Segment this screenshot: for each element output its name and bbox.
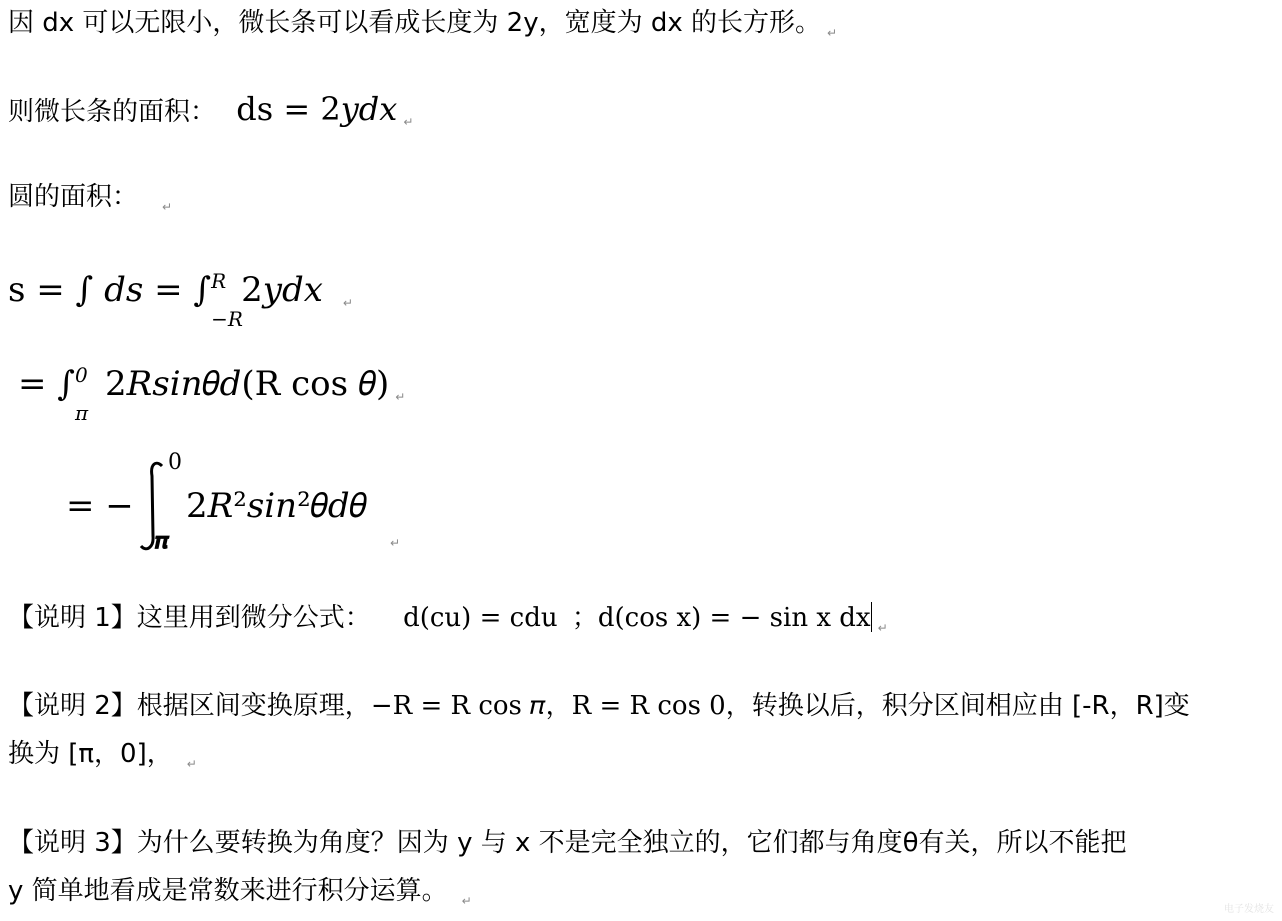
integral-2-right: 2𝑅𝑠𝑖𝑛𝜃𝑑(R cos 𝜃) xyxy=(105,364,390,404)
note-2-formula-1: −R = R cos 𝜋 xyxy=(370,691,546,721)
note-1-formula-b: d(cos x) = − sin x dx xyxy=(597,603,871,633)
integral-3-upper-limit: 0 xyxy=(168,450,182,475)
lower-limit: 𝜋 xyxy=(75,401,89,425)
note-1-separator: ； xyxy=(571,603,598,633)
note-1-label: 【说明 1】这里用到微分公式： xyxy=(8,603,371,633)
integral-3-lower-limit: 𝝅 xyxy=(154,528,169,554)
watermark: 电子发烧友 xyxy=(1224,904,1274,915)
paragraph-mark-icon: ↵ xyxy=(162,200,173,214)
sentence-text: 因 dx 可以无限小，微长条可以看成长度为 2y，宽度为 dx 的长方形。 xyxy=(8,8,822,38)
paragraph-mark-icon: ↵ xyxy=(186,757,197,771)
note-3-line-1 xyxy=(8,826,1127,860)
integral-formula-1 xyxy=(8,268,353,331)
strip-area-label: 则微长条的面积： xyxy=(8,97,217,127)
paragraph-mark-icon: ↵ xyxy=(461,894,472,908)
note-3-line-2 xyxy=(8,874,472,918)
note-3-text-b: y 简单地看成是常数来进行积分运算。 xyxy=(8,876,448,906)
integral-3-right: 2𝑅²𝑠𝑖𝑛²𝜃𝑑𝜃 xyxy=(186,486,367,526)
note-2-text-c: 换为 [π，0]， xyxy=(8,739,173,769)
circle-area-heading xyxy=(8,180,172,224)
note-2-formula-2: R = R cos 0 xyxy=(571,691,726,721)
note-2-line-2 xyxy=(8,737,197,781)
strip-area-line xyxy=(8,92,413,139)
integral-1-right: 2𝑦𝑑𝑥 xyxy=(241,270,323,310)
note-2-separator: ， xyxy=(545,691,572,721)
circle-area-label: 圆的面积： xyxy=(8,182,139,212)
integral-1-left: s = ∫ 𝑑𝑠 = ∫ xyxy=(8,270,212,310)
note-1-line xyxy=(8,601,888,645)
integral-2-left: = ∫ xyxy=(18,364,76,404)
paragraph-mark-icon: ↵ xyxy=(342,296,353,310)
note-2-line-1 xyxy=(8,689,1190,723)
paragraph-mark-icon: ↵ xyxy=(403,115,414,129)
note-2-text-b: ，转换以后，积分区间相应由 [-R，R]变 xyxy=(725,691,1190,721)
sentence-dx-infinitesimal xyxy=(8,6,837,50)
text-cursor xyxy=(871,602,872,632)
paragraph-mark-icon: ↵ xyxy=(877,621,888,635)
paragraph-mark-icon: ↵ xyxy=(827,26,838,40)
paragraph-mark-icon: ↵ xyxy=(390,536,401,550)
note-3-text-a: 【说明 3】为什么要转换为角度？因为 y 与 x 不是完全独立的，它们都与角度θ有关，所以不能把 xyxy=(8,828,1127,858)
integral-3-left: = − xyxy=(66,486,134,526)
note-1-formula-a: d(cu) = cdu xyxy=(403,603,558,633)
lower-limit: −𝑅 xyxy=(211,307,243,331)
integral-1-limits xyxy=(211,269,243,331)
note-2-text-a: 【说明 2】根据区间变换原理， xyxy=(8,691,371,721)
upper-limit: 0 xyxy=(75,363,88,387)
integral-2-limits xyxy=(75,363,105,425)
upper-limit: 𝑅 xyxy=(211,269,227,293)
integral-formula-2 xyxy=(18,362,406,425)
paragraph-mark-icon: ↵ xyxy=(395,390,406,404)
strip-area-formula: ds = 2𝑦𝑑𝑥 xyxy=(236,90,398,128)
